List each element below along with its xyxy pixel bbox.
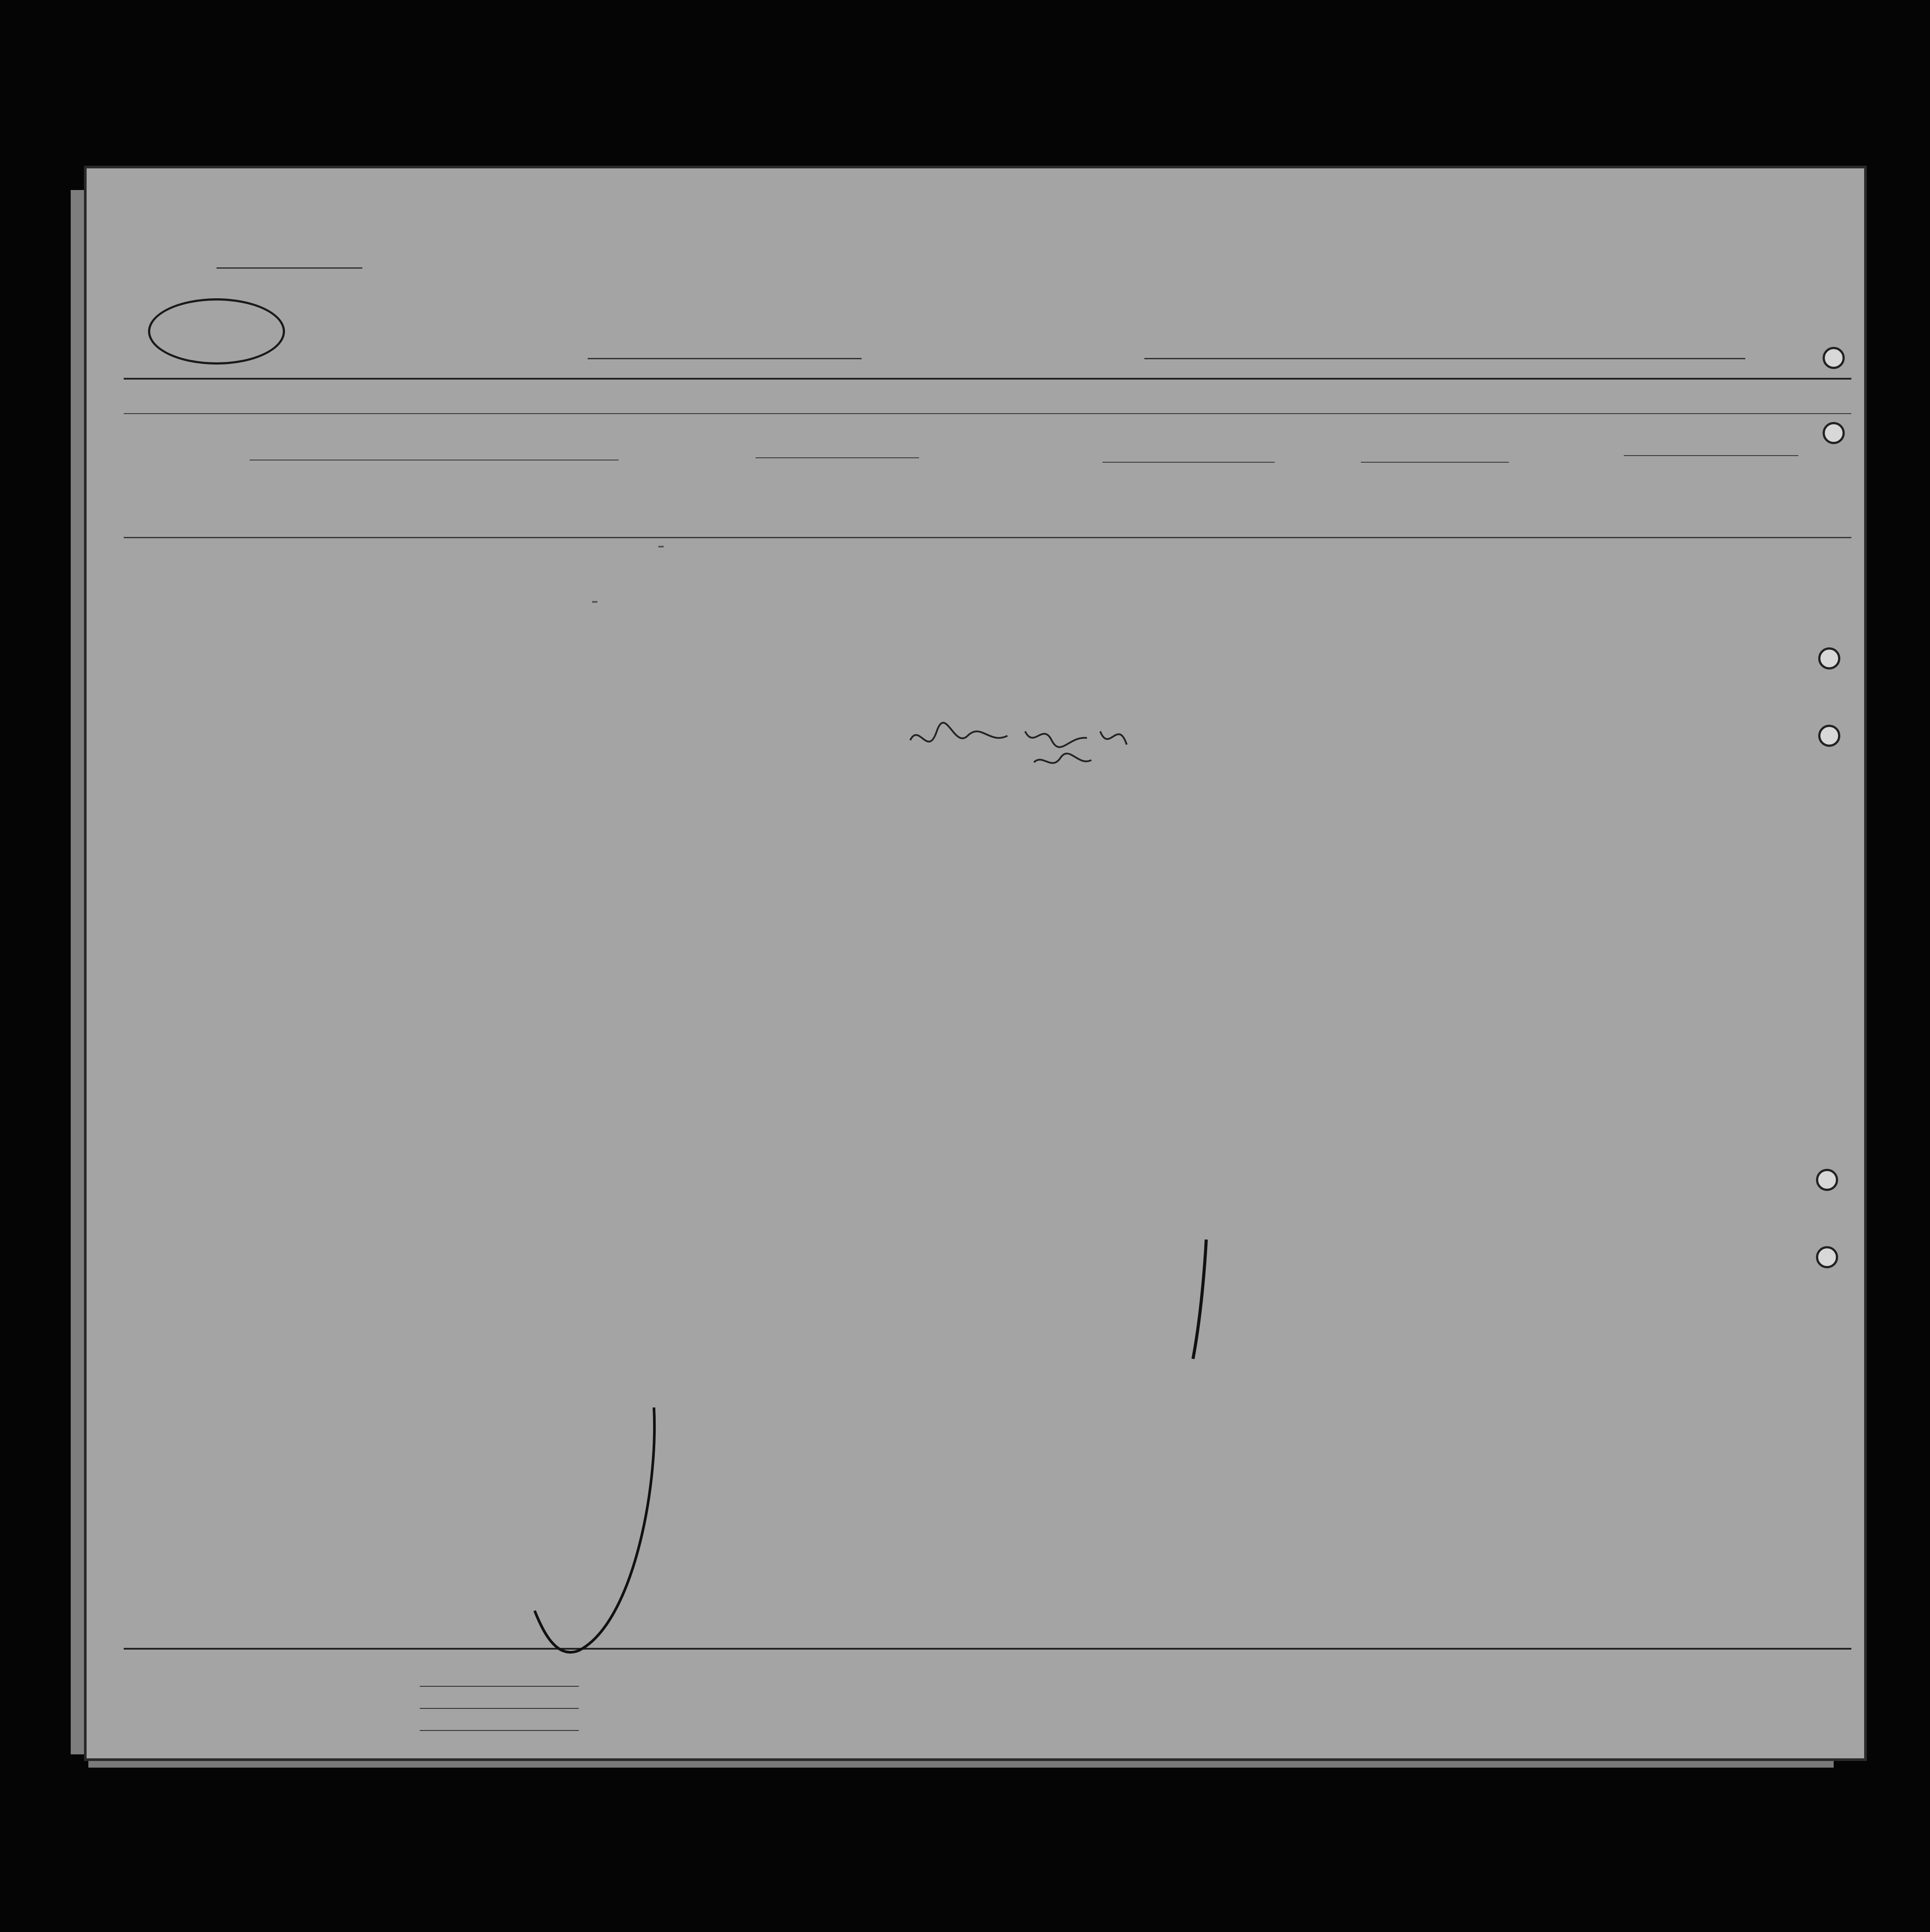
binder-hole — [1818, 647, 1840, 669]
date-underline — [1489, 358, 1745, 359]
footer-aliens-line — [420, 1730, 579, 1731]
ship-underline — [588, 358, 862, 359]
row1-discharged-stamp — [658, 546, 664, 548]
bracket-scribble — [446, 1403, 667, 1668]
binder-hole — [1818, 725, 1840, 747]
rule-birth-sub — [1102, 462, 1275, 463]
signature-scribble — [901, 714, 1211, 776]
manifest-sheet — [84, 166, 1867, 1761]
col-num-rule — [124, 413, 1851, 414]
stowaways-circle — [148, 298, 285, 365]
rule-able-sub — [756, 457, 919, 458]
footer-citizens-line — [420, 1708, 579, 1709]
footer-total-line — [420, 1686, 579, 1687]
binder-hole — [1816, 1246, 1838, 1268]
manifest-table — [124, 378, 1851, 1650]
binder-hole — [1816, 1169, 1838, 1191]
rule-issued-sub — [1361, 462, 1509, 463]
row2-discharged-stamp — [592, 601, 597, 603]
rule-header-bottom — [124, 537, 1851, 538]
rule-res-sub — [1624, 455, 1798, 456]
binder-hole — [1823, 422, 1845, 444]
binder-hole — [1823, 347, 1845, 369]
list-underline — [217, 267, 362, 269]
vertical-mark — [1175, 1235, 1228, 1368]
